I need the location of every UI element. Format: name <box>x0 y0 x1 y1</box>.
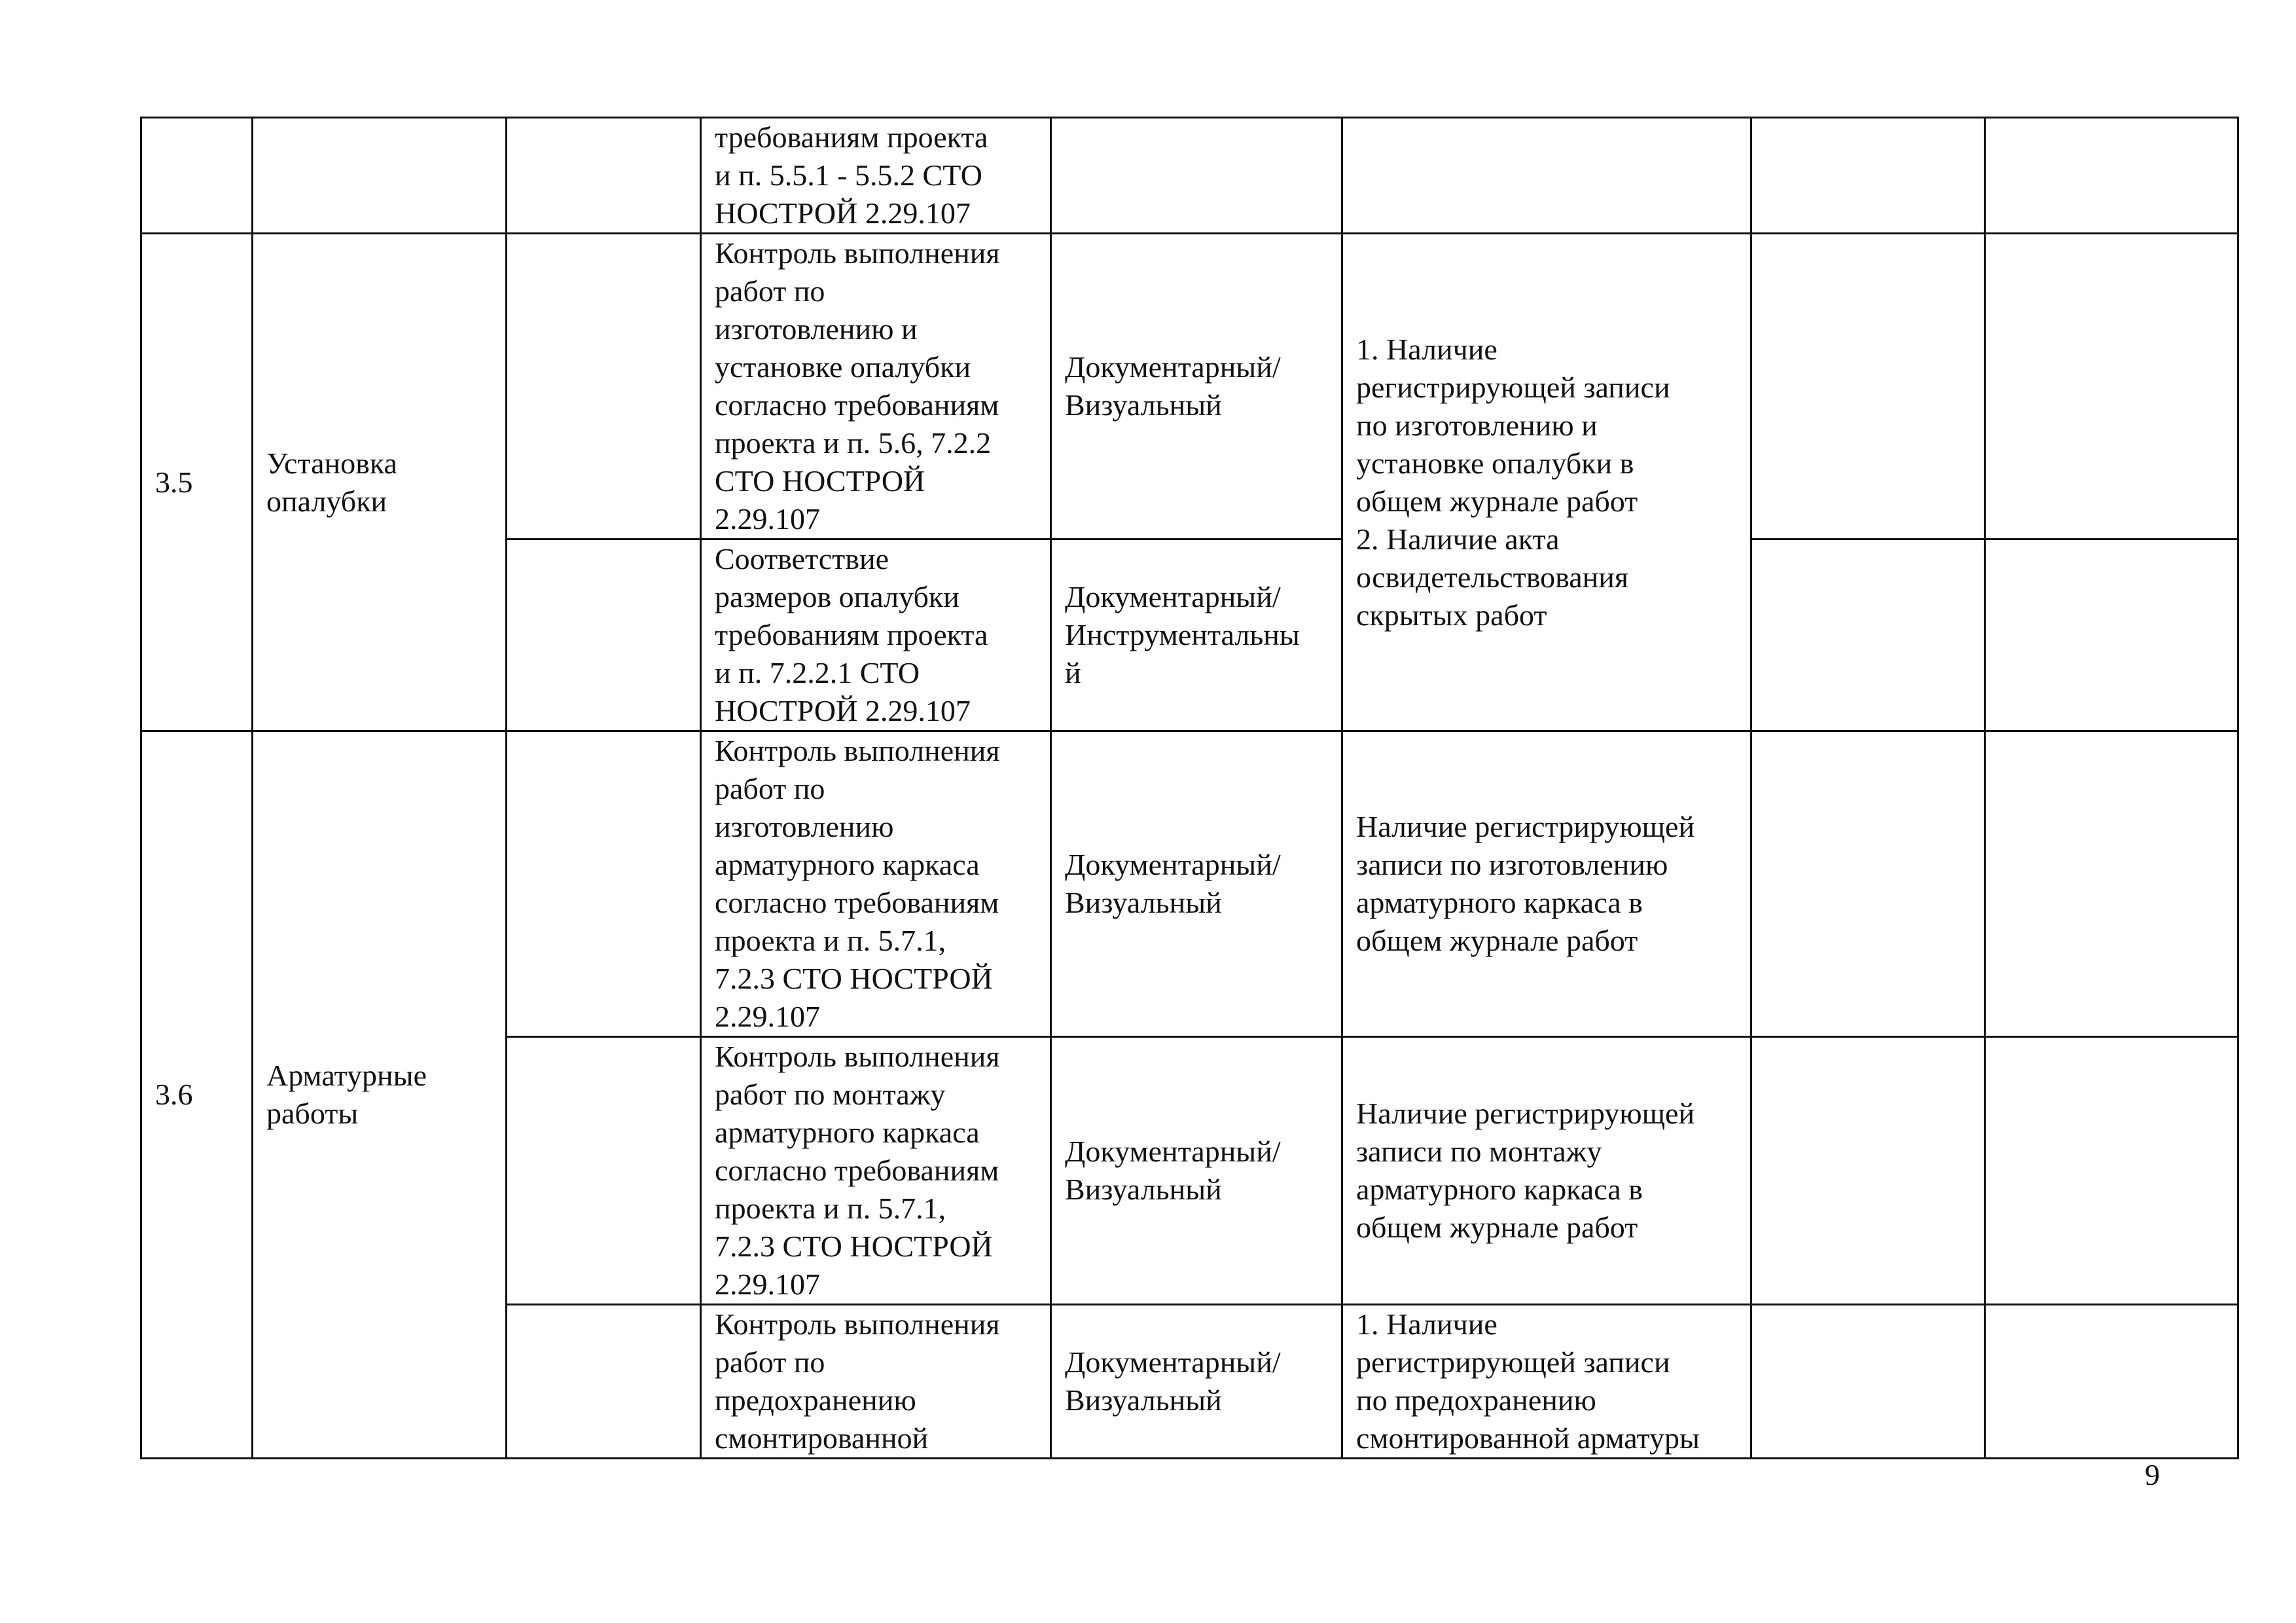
cell-empty <box>1751 118 1985 234</box>
cell-stage: Арматурные работы <box>253 731 507 1459</box>
cell-evidence: 1. Наличие регистрирующей записи по изготовлению и установке опалубки в общем журнале работ 2. Наличие акта освидетельствования скрытых работ <box>1342 234 1751 731</box>
cell-method: Документарный/ Визуальный <box>1051 1305 1342 1459</box>
cell-empty <box>507 539 701 731</box>
cell-method: Документарный/ Визуальный <box>1051 234 1342 539</box>
table-row <box>141 731 2238 1037</box>
cell-empty <box>1751 539 1985 731</box>
cell-empty <box>507 234 701 539</box>
cell-empty <box>1985 118 2238 234</box>
cell-requirement: Соответствие размеров опалубки требованиям проекта и п. 7.2.2.1 СТО НОСТРОЙ 2.29.107 <box>701 539 1051 731</box>
cell-empty <box>1985 731 2238 1037</box>
cell-empty <box>1751 731 1985 1037</box>
cell-method: Документарный/ Визуальный <box>1051 1037 1342 1305</box>
cell-evidence <box>1342 118 1751 234</box>
control-table <box>140 117 2239 1459</box>
cell-stage <box>253 118 507 234</box>
cell-empty <box>1985 539 2238 731</box>
cell-requirement: Контроль выполнения работ по монтажу арматурного каркаса согласно требованиям проекта и п. 5.7.1, 7.2.3 СТО НОСТРОЙ 2.29.107 <box>701 1037 1051 1305</box>
cell-evidence: Наличие регистрирующей записи по монтажу арматурного каркаса в общем журнале работ <box>1342 1037 1751 1305</box>
table-row <box>141 234 2238 539</box>
cell-requirement: Контроль выполнения работ по изготовлению и установке опалубки согласно требованиям проекта и п. 5.6, 7.2.2 СТО НОСТРОЙ 2.29.107 <box>701 234 1051 539</box>
cell-method: Документарный/ Инструментальны й <box>1051 539 1342 731</box>
page-number: 9 <box>2145 1458 2160 1491</box>
cell-empty <box>1751 234 1985 539</box>
cell-stage: Установка опалубки <box>253 234 507 731</box>
table-row <box>141 118 2238 234</box>
cell-empty <box>507 1037 701 1305</box>
cell-number: 3.6 <box>141 731 253 1459</box>
cell-method <box>1051 118 1342 234</box>
cell-empty <box>1985 234 2238 539</box>
cell-requirement: Контроль выполнения работ по изготовлению арматурного каркаса согласно требованиям проекта и п. 5.7.1, 7.2.3 СТО НОСТРОЙ 2.29.107 <box>701 731 1051 1037</box>
cell-empty <box>507 731 701 1037</box>
cell-empty <box>1751 1037 1985 1305</box>
cell-evidence: 1. Наличие регистрирующей записи по предохранению смонтированной арматуры <box>1342 1305 1751 1459</box>
cell-empty <box>507 1305 701 1459</box>
cell-empty <box>1751 1305 1985 1459</box>
cell-empty <box>507 118 701 234</box>
cell-empty <box>1985 1305 2238 1459</box>
cell-empty <box>1985 1037 2238 1305</box>
cell-number: 3.5 <box>141 234 253 731</box>
cell-method: Документарный/ Визуальный <box>1051 731 1342 1037</box>
cell-number <box>141 118 253 234</box>
cell-requirement: требованиям проекта и п. 5.5.1 - 5.5.2 СТО НОСТРОЙ 2.29.107 <box>701 118 1051 234</box>
cell-requirement: Контроль выполнения работ по предохранению смонтированной <box>701 1305 1051 1459</box>
cell-evidence: Наличие регистрирующей записи по изготовлению арматурного каркаса в общем журнале работ <box>1342 731 1751 1037</box>
